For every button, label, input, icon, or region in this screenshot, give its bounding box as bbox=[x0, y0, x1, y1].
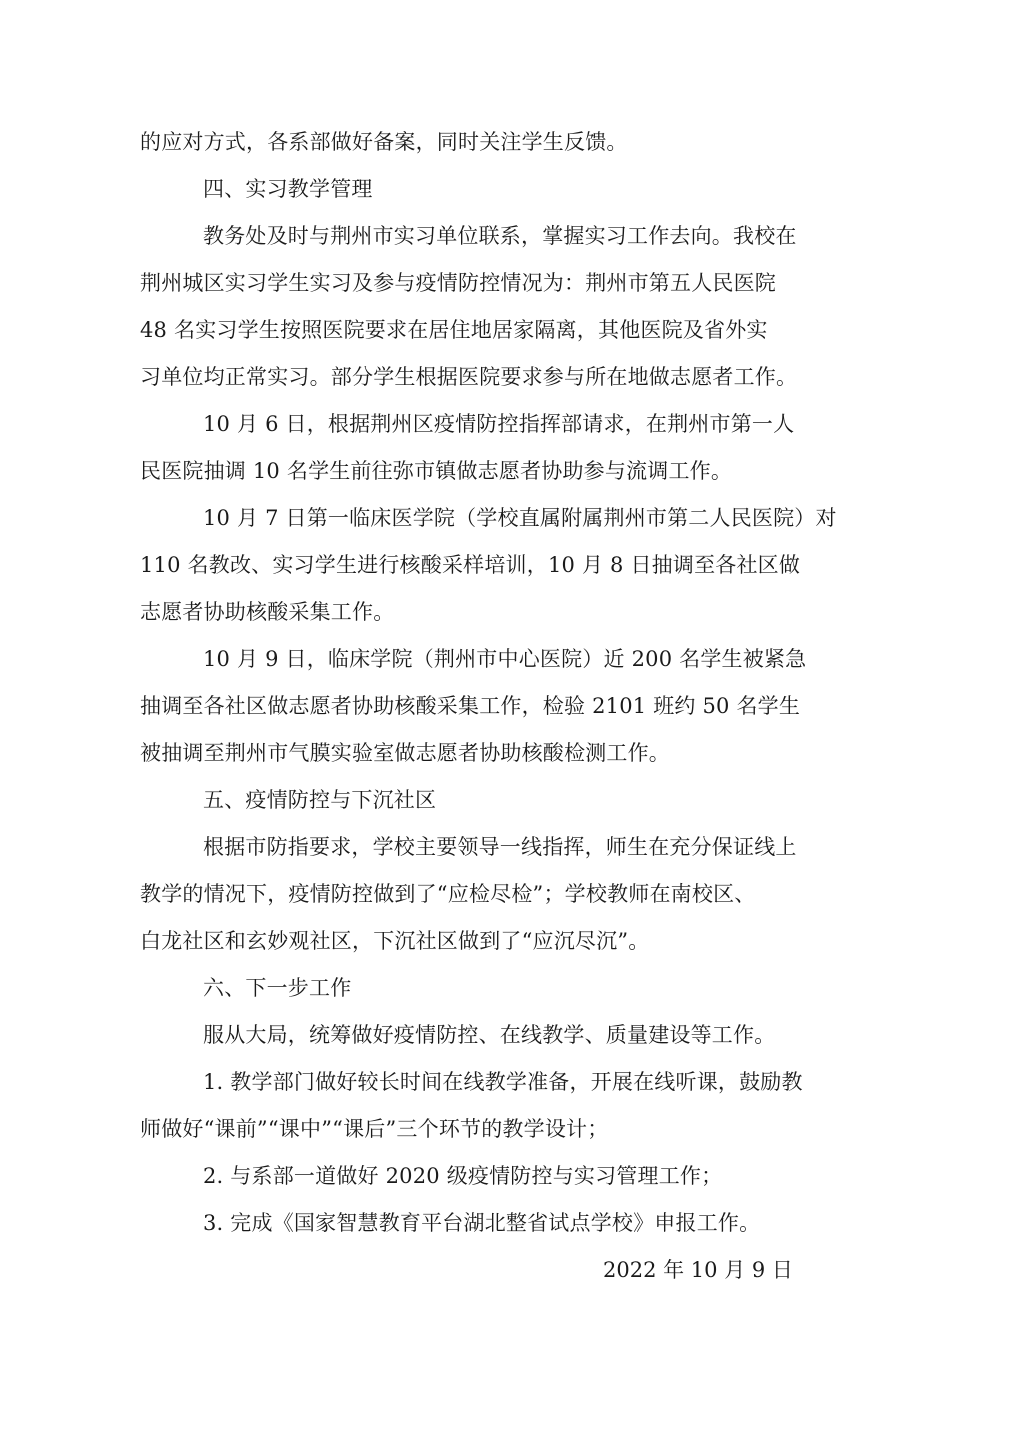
text-line: 110 名教改、实习学生进行核酸采样培训，10 月 8 日抽调至各社区做 bbox=[140, 553, 801, 577]
text-line: 志愿者协助核酸采集工作。 bbox=[140, 600, 395, 624]
text-line: 教务处及时与荆州市实习单位联系，掌握实习工作去向。我校在 bbox=[203, 224, 797, 248]
text-line: 民医院抽调 10 名学生前往弥市镇做志愿者协助参与流调工作。 bbox=[140, 459, 733, 483]
text-line: 10 月 7 日第一临床医学院（学校直属附属荆州市第二人民医院）对 bbox=[203, 506, 837, 530]
text-line: 荆州城区实习学生实习及参与疫情防控情况为：荆州市第五人民医院 bbox=[140, 271, 776, 295]
text-line: 的应对方式，各系部做好备案，同时关注学生反馈。 bbox=[140, 130, 628, 154]
text-line: 被抽调至荆州市气膜实验室做志愿者协助核酸检测工作。 bbox=[140, 741, 670, 765]
document-date: 2022 年 10 月 9 日 bbox=[603, 1258, 793, 1282]
section-heading: 五、疫情防控与下沉社区 bbox=[203, 788, 437, 812]
text-line: 教学的情况下，疫情防控做到了“应检尽检”；学校教师在南校区、 bbox=[140, 882, 756, 906]
text-line: 48 名实习学生按照医院要求在居住地居家隔离，其他医院及省外实 bbox=[140, 318, 768, 342]
text-line: 白龙社区和玄妙观社区，下沉社区做到了“应沉尽沉”。 bbox=[140, 929, 650, 953]
text-line: 师做好“课前”“课中”“课后”三个环节的教学设计； bbox=[140, 1117, 609, 1141]
text-line: 服从大局，统筹做好疫情防控、在线教学、质量建设等工作。 bbox=[203, 1023, 776, 1047]
text-line: 1. 教学部门做好较长时间在线教学准备，开展在线听课，鼓励教 bbox=[203, 1070, 803, 1094]
text-line: 2. 与系部一道做好 2020 级疫情防控与实习管理工作； bbox=[203, 1164, 723, 1188]
text-line: 根据市防指要求，学校主要领导一线指挥，师生在充分保证线上 bbox=[203, 835, 797, 859]
section-heading: 四、实习教学管理 bbox=[203, 177, 373, 201]
text-line: 抽调至各社区做志愿者协助核酸采集工作，检验 2101 班约 50 名学生 bbox=[140, 694, 801, 718]
text-line: 习单位均正常实习。部分学生根据医院要求参与所在地做志愿者工作。 bbox=[140, 365, 798, 389]
section-heading: 六、下一步工作 bbox=[203, 976, 352, 1000]
text-line: 3. 完成《国家智慧教育平台湖北整省试点学校》申报工作。 bbox=[203, 1211, 761, 1235]
text-line: 10 月 6 日，根据荆州区疫情防控指挥部请求，在荆州市第一人 bbox=[203, 412, 795, 436]
text-line: 10 月 9 日，临床学院（荆州市中心医院）近 200 名学生被紧急 bbox=[203, 647, 807, 671]
